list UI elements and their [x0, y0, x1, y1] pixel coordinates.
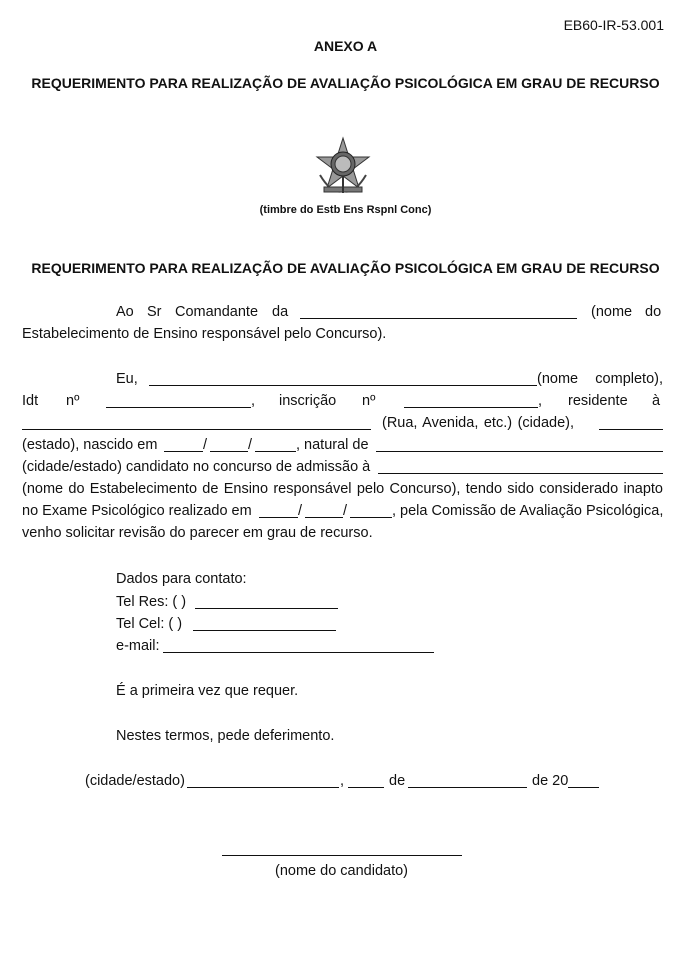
day-blank[interactable]: [348, 787, 384, 788]
signature-line[interactable]: [222, 855, 462, 856]
text-de-20: de 20: [532, 773, 569, 789]
email-label: e-mail:: [116, 638, 160, 654]
tel-cel-label: Tel Cel: ( ): [116, 616, 183, 632]
text-idt: Idt: [22, 393, 39, 409]
year-blank[interactable]: [568, 787, 599, 788]
slash: /: [203, 437, 208, 453]
contact-heading: Dados para contato:: [116, 571, 247, 587]
birth-month-blank[interactable]: [210, 451, 248, 452]
text-exame: no Exame Psicológico realizado em: [22, 503, 252, 519]
exam-month-blank[interactable]: [305, 517, 343, 518]
text-sr: Sr: [147, 304, 162, 320]
city-blank[interactable]: [599, 429, 663, 430]
text-inscricao: inscrição: [279, 393, 337, 409]
text-nome-completo: (nome completo),: [537, 371, 663, 387]
text-no2: nº: [362, 393, 376, 409]
comma: ,: [340, 773, 345, 789]
signature-caption: (nome do candidato): [275, 863, 408, 879]
idt-blank[interactable]: [106, 407, 251, 408]
body-title: REQUERIMENTO PARA REALIZAÇÃO DE AVALIAÇÃO PSICOLÓGICA EM GRAU DE RECURSO: [31, 260, 660, 276]
text-no1: nº: [66, 393, 80, 409]
paragraph2-line5: (nome do Estabelecimento de Ensino responsável pelo Concurso), tendo sido considerado inapto: [22, 481, 663, 497]
text-a: à: [652, 393, 661, 409]
admission-school-blank[interactable]: [378, 473, 663, 474]
tel-res-field[interactable]: [195, 608, 338, 609]
text-comandante: Comandante: [175, 304, 259, 320]
exam-year-blank[interactable]: [350, 517, 392, 518]
place-blank[interactable]: [187, 787, 339, 788]
address-blank[interactable]: [22, 429, 371, 430]
text-cidade-candidato: (cidade/estado) candidato no concurso de admissão à: [22, 459, 371, 475]
birth-year-blank[interactable]: [255, 451, 296, 452]
slash: /: [298, 503, 303, 519]
closing-statement: Nestes termos, pede deferimento.: [116, 728, 335, 744]
paragraph2-line7: venho solicitar revisão do parecer em grau de recurso.: [22, 525, 373, 541]
tel-cel-field[interactable]: [193, 630, 336, 631]
text-natural-de: , natural de: [296, 437, 369, 453]
paragraph1-line2: Estabelecimento de Ensino responsável pelo Concurso).: [22, 326, 387, 342]
email-field[interactable]: [163, 652, 434, 653]
slash: /: [248, 437, 253, 453]
slash: /: [343, 503, 348, 519]
text-eu: Eu,: [116, 371, 138, 387]
coat-of-arms-icon: [312, 135, 374, 197]
registration-blank[interactable]: [404, 407, 538, 408]
text-comissao: , pela Comissão de Avaliação Psicológica,: [392, 503, 664, 519]
document-title: REQUERIMENTO PARA REALIZAÇÃO DE AVALIAÇÃO PSICOLÓGICA EM GRAU DE RECURSO: [31, 75, 660, 91]
place-label: (cidade/estado): [85, 773, 185, 789]
text-nome: (nome: [591, 304, 633, 320]
birthplace-blank[interactable]: [376, 451, 663, 452]
text-rua-avenida: (Rua, Avenida, etc.) (cidade),: [382, 415, 574, 431]
first-time-statement: É a primeira vez que requer.: [116, 683, 299, 699]
establishment-blank[interactable]: [300, 318, 577, 319]
full-name-blank[interactable]: [149, 385, 537, 386]
text-do: do: [645, 304, 662, 320]
annex-title: ANEXO A: [313, 38, 378, 54]
document-code: EB60-IR-53.001: [563, 17, 664, 33]
text-de: de: [389, 773, 406, 789]
text-da: da: [272, 304, 289, 320]
letterhead-caption: (timbre do Estb Ens Rspnl Conc): [259, 204, 432, 216]
birth-day-blank[interactable]: [164, 451, 203, 452]
text-nascido-em: (estado), nascido em: [22, 437, 158, 453]
month-blank[interactable]: [408, 787, 527, 788]
tel-res-label: Tel Res: ( ): [116, 594, 187, 610]
text-residente: residente: [568, 393, 628, 409]
exam-day-blank[interactable]: [259, 517, 298, 518]
text-ao: Ao: [116, 304, 134, 320]
